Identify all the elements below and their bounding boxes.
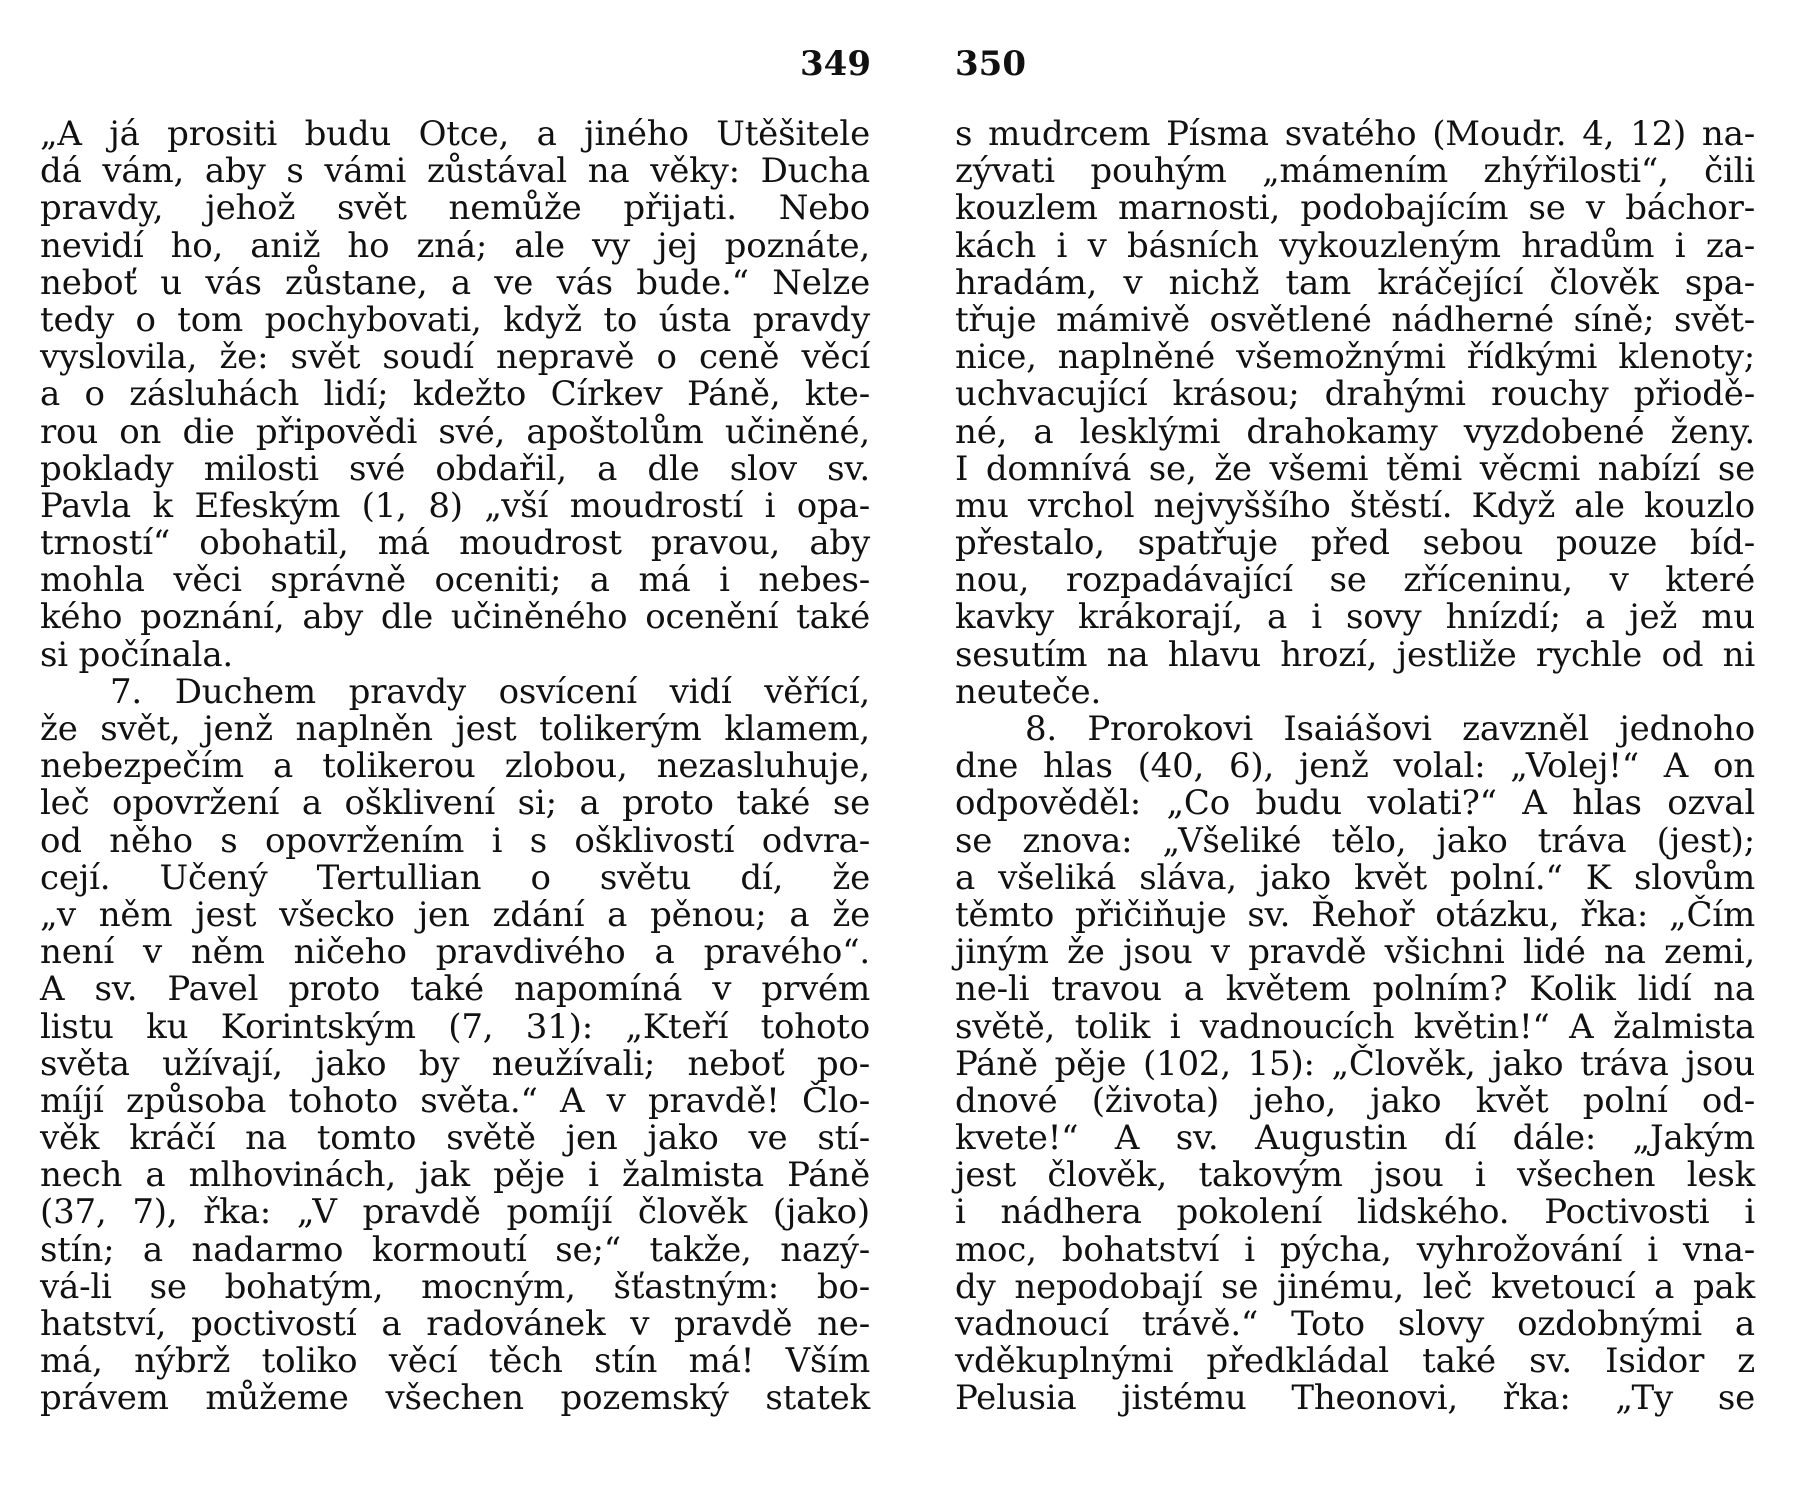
text-line: stín; a nadarmo kormoutí se;“ takže, nazý- — [40, 1229, 870, 1270]
text-line: s mudrcem Písma svatého (Moudr. 4, 12) na- — [955, 114, 1755, 154]
text-line: neboť u vás zůstane, a ve vás bude.“ Nelze — [40, 262, 870, 303]
text-line: rou on die připovědi své, apoštolům učiněné, — [40, 411, 870, 452]
text-line: dne hlas (40, 6), jenž volal: „Volej!“ A on — [955, 746, 1755, 787]
text-line: se znova: „Všeliké tělo, jako tráva (jest); — [955, 820, 1755, 861]
text-line: tedy o tom pochybovati, když to ústa pravdy — [40, 299, 870, 340]
text-line: nice, naplněné všemožnými řídkými klenoty; — [955, 337, 1755, 378]
text-line: dá vám, aby s vámi zůstával na věky: Ducha — [40, 151, 870, 192]
text-line: cejí. Učený Tertullian o světu dí, že — [40, 857, 870, 898]
text-line: poklady milosti své obdařil, a dle slov sv. — [40, 448, 870, 489]
text-line: nou, rozpadávající se zříceninu, v které — [955, 560, 1755, 601]
page-number: 350 — [955, 44, 1026, 84]
text-line: nevidí ho, aniž ho zná; ale vy jej poznáte, — [40, 225, 870, 266]
text-line: pravdy, jehož svět nemůže přijati. Nebo — [40, 188, 870, 229]
text-column — [40, 116, 870, 1418]
text-line: „A já prositi budu Otce, a jiného Utěšitele — [40, 114, 870, 154]
text-line: vá-li se bohatým, mocným, šťastným: bo- — [40, 1266, 870, 1307]
text-line: právem můžeme všechen pozemský statek — [40, 1378, 870, 1419]
text-line: trností“ obohatil, má moudrost pravou, aby — [40, 523, 870, 564]
text-line: míjí způsoba tohoto světa.“ A v pravdě! Člo- — [40, 1080, 870, 1121]
text-line: a o zásluhách lidí; kdežto Církev Páně, kte- — [40, 374, 870, 415]
text-line: né, a lesklými drahokamy vyzdobené ženy. — [955, 411, 1755, 452]
text-line: neuteče. — [955, 671, 1102, 712]
left-page — [40, 0, 870, 1500]
text-line: nebezpečím a tolikerou zlobou, nezasluhuje, — [40, 746, 870, 787]
text-line: vyslovila, že: svět soudí nepravě o ceně věcí — [40, 337, 870, 378]
text-line: kavky krákorají, a i sovy hnízdí; a jež mu — [955, 597, 1755, 638]
text-line: Pavla k Efeským (1, 8) „vší moudrostí i opa- — [40, 485, 870, 526]
text-line: sesutím na hlavu hrozí, jestliže rychle od ni — [955, 634, 1755, 675]
text-column — [955, 116, 1755, 1418]
text-line: třuje mámivě osvětlené nádherné síně; svět- — [955, 299, 1755, 340]
text-line: vděkuplnými předkládal také sv. Isidor z — [955, 1341, 1755, 1382]
text-line: I domnívá se, že všemi těmi věcmi nabízí se — [955, 448, 1755, 489]
text-line: hradám, v nichž tam kráčející člověk spa- — [955, 262, 1755, 303]
text-line: vadnoucí trávě.“ Toto slovy ozdobnými a — [955, 1304, 1755, 1344]
text-line: těmto přičiňuje sv. Řehoř otázku, řka: „Čím — [955, 894, 1755, 935]
text-line: kého poznání, aby dle učiněného ocenění také — [40, 597, 870, 638]
text-line: 7. Duchem pravdy osvícení vidí věřící, — [110, 671, 870, 712]
text-line: má, nýbrž toliko věcí těch stín má! Vším — [40, 1341, 870, 1382]
text-line: dnové (života) jeho, jako květ polní od- — [955, 1080, 1755, 1121]
text-line: leč opovržení a ošklivení si; a proto také se — [40, 783, 870, 824]
text-line: a všeliká sláva, jako květ polní.“ K slovům — [955, 857, 1755, 898]
text-line: přestalo, spatřuje před sebou pouze bíd- — [955, 523, 1755, 564]
text-line: jiným že jsou v pravdě všichni lidé na zemi, — [955, 932, 1755, 973]
text-line: Pelusia jistému Theonovi, řka: „Ty se — [955, 1378, 1755, 1419]
text-line: (37, 7), řka: „V pravdě pomíjí člověk (jako) — [40, 1192, 870, 1233]
text-line: od něho s opovržením i s ošklivostí odvra- — [40, 820, 870, 861]
text-line: světa užívají, jako by neužívali; neboť po- — [40, 1043, 870, 1084]
text-line: není v něm ničeho pravdivého a pravého“. — [40, 932, 870, 973]
page-number: 349 — [800, 44, 871, 84]
text-line: odpověděl: „Co budu volati?“ A hlas ozval — [955, 783, 1755, 824]
text-line: jest člověk, takovým jsou i všechen lesk — [955, 1155, 1755, 1196]
text-line: moc, bohatství i pýcha, vyhrožování i vna- — [955, 1229, 1755, 1270]
text-line: mu vrchol nejvyššího štěstí. Když ale kouzlo — [955, 485, 1755, 526]
text-line: zývati pouhým „mámením zhýřilosti“, čili — [955, 151, 1755, 192]
text-line: uchvacující krásou; drahými rouchy přiodě- — [955, 374, 1755, 415]
text-line: že svět, jenž naplněn jest tolikerým klamem, — [40, 709, 870, 749]
text-line: hatství, poctivostí a radovánek v pravdě ne- — [40, 1304, 870, 1344]
text-line: věk kráčí na tomto světě jen jako ve stí- — [40, 1118, 870, 1159]
text-line: 8. Prorokovi Isaiášovi zavzněl jednoho — [1025, 709, 1755, 749]
text-line: ne-li travou a květem polním? Kolik lidí na — [955, 969, 1755, 1010]
text-line: A sv. Pavel proto také napomíná v prvém — [40, 969, 870, 1010]
text-line: „v něm jest všecko jen zdání a pěnou; a že — [40, 894, 870, 935]
text-line: mohla věci správně oceniti; a má i nebes- — [40, 560, 870, 601]
text-line: i nádhera pokolení lidského. Poctivosti i — [955, 1192, 1755, 1233]
text-line: Páně pěje (102, 15): „Člověk, jako tráva jsou — [955, 1043, 1755, 1084]
text-line: kvete!“ A sv. Augustin dí dále: „Jakým — [955, 1118, 1755, 1159]
text-line: kouzlem marnosti, podobajícím se v báchor- — [955, 188, 1755, 229]
text-line: listu ku Korintským (7, 31): „Kteří tohoto — [40, 1006, 870, 1047]
text-line: nech a mlhovinách, jak pěje i žalmista Páně — [40, 1155, 870, 1196]
right-page — [955, 0, 1755, 1500]
text-line: světě, tolik i vadnoucích květin!“ A žalmista — [955, 1006, 1755, 1047]
text-line: dy nepodobají se jinému, leč kvetoucí a pak — [955, 1266, 1755, 1307]
text-line: si počínala. — [40, 634, 234, 675]
text-line: kách i v básních vykouzleným hradům i za- — [955, 225, 1755, 266]
